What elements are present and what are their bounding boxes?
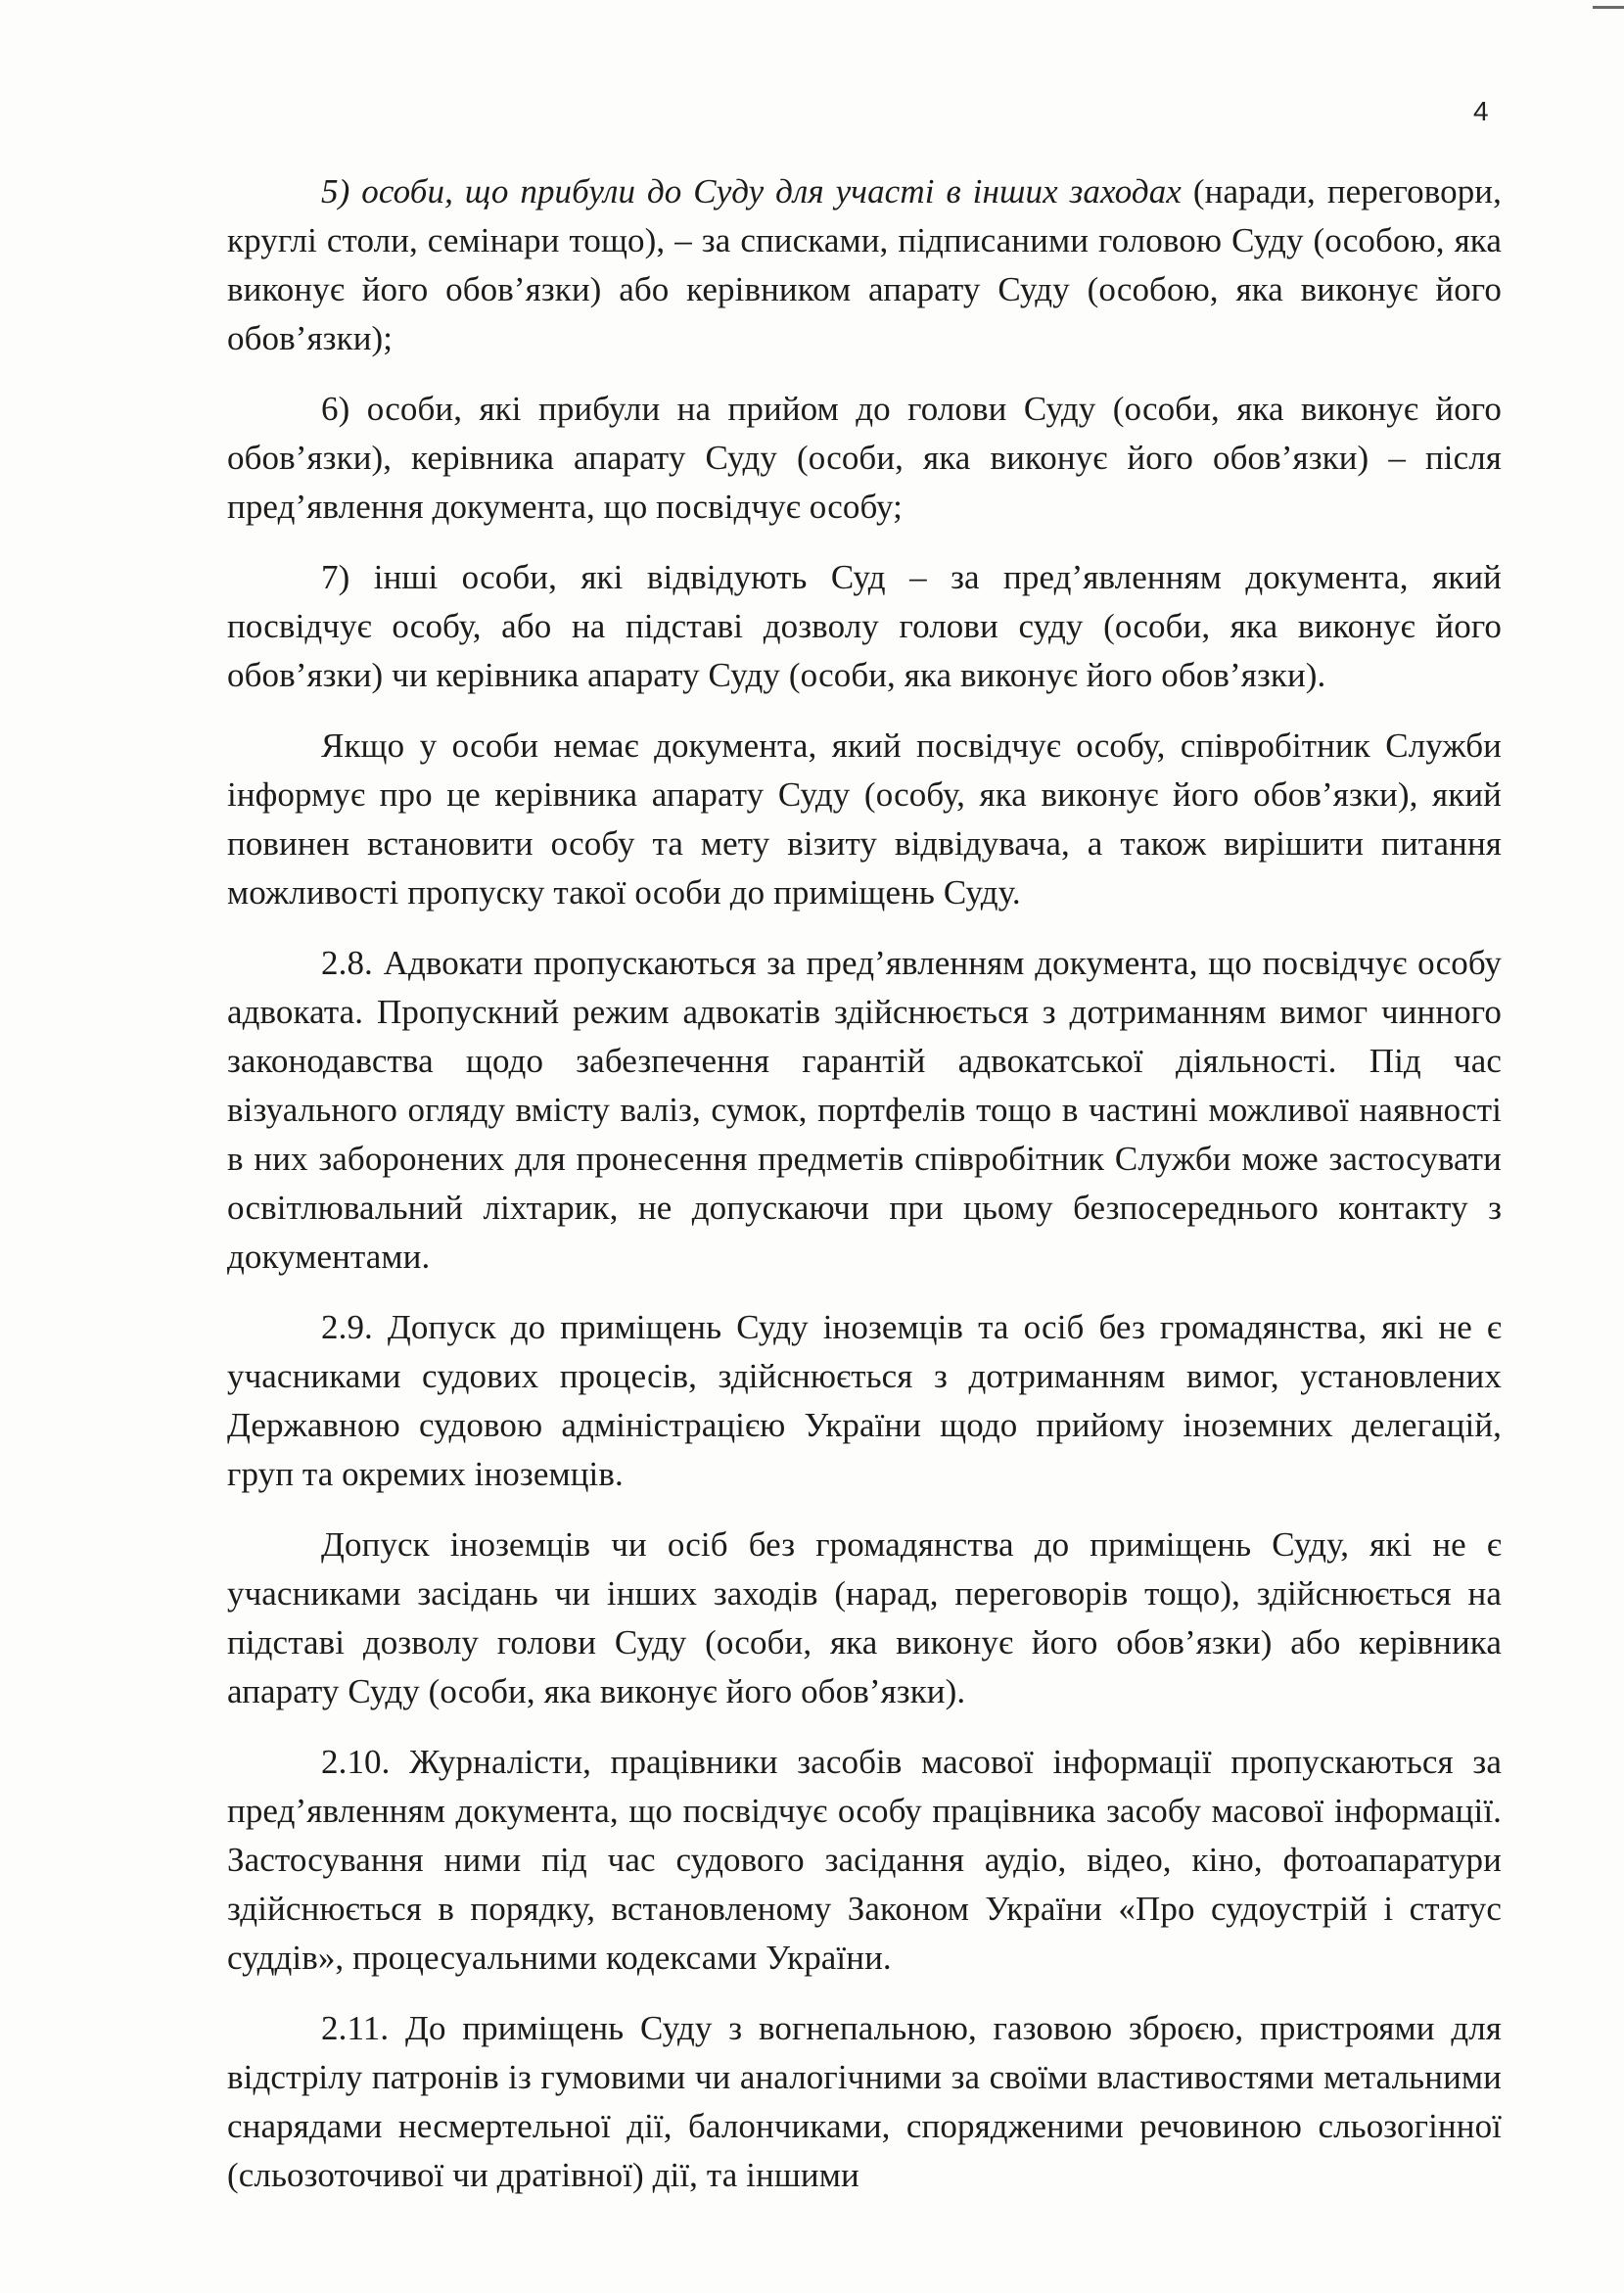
paragraph-item-7: 7) інші особи, які відвідують Суд – за пред’явленням документа, який посвідчує особу, або на підставі дозволу голови суду (особи, яка виконує його обов’язки) чи керівника апарату Суду (особи, яка виконує його обов’язки). bbox=[227, 558, 1502, 694]
paragraph-section-2-11: 2.11. До приміщень Суду з вогнепальною, газовою зброєю, пристроями для відстрілу патронів із гумовими чи аналогічними за своїми властивостями метальними снарядами несмертельної дії, балончиками, спорядженими речовиною сльозогінної (сльозоточивої чи дратівної) дії, та іншими bbox=[227, 2009, 1502, 2194]
document-body bbox=[227, 167, 1502, 2222]
paragraph-item-6: 6) особи, які прибули на прийом до голови Суду (особи, яка виконує його обов’язки), керівника апарату Суду (особи, яка виконує його обов’язки) – після пред’явлення документа, що посвідчує особу; bbox=[227, 390, 1502, 526]
scan-edge-mark bbox=[1593, 6, 1624, 9]
paragraph-section-2-10: 2.10. Журналісти, працівники засобів масової інформації пропускаються за пред’явленням документа, що посвідчує особу працівника засобу масової інформації. Застосування ними під час судового засідання аудіо, відео, кіно, фотоапаратури здійснюється в порядку, встановленому Законом України «Про судоустрій і статус суддів», процесуальними кодексами України. bbox=[227, 1743, 1502, 1977]
paragraph-text: (наради, переговори, круглі столи, семінари тощо), – за списками, підписаними головою Суду (особою, яка виконує його обов’язки) або керівником апарату Суду (особою, яка виконує його обов’язки); bbox=[227, 172, 1502, 357]
paragraph-item-5 bbox=[227, 167, 1502, 363]
paragraph-foreigners-admission: Допуск іноземців чи осіб без громадянства до приміщень Суду, які не є учасниками засідань чи інших заходів (нарад, переговорів тощо), здійснюється на підставі дозволу голови Суду (особи, яка виконує його обов’язки) або керівника апарату Суду (особи, яка виконує його обов’язки). bbox=[227, 1525, 1502, 1710]
paragraph-no-document: Якщо у особи немає документа, який посвідчує особу, співробітник Служби інформує про це керівника апарату Суду (особу, яка виконує його обов’язки), який повинен встановити особу та мету візиту відвідувача, а також вирішити питання можливості пропуску такої особи до приміщень Суду. bbox=[227, 726, 1502, 912]
paragraph-section-2-9: 2.9. Допуск до приміщень Суду іноземців та осіб без громадянства, які не є учасниками судових процесів, здійснюється з дотриманням вимог, установлених Державною судовою адміністрацією України щодо прийому іноземних делегацій, груп та окремих іноземців. bbox=[227, 1308, 1502, 1493]
paragraph-section-2-8: 2.8. Адвокати пропускаються за пред’явленням документа, що посвідчує особу адвоката. Пропускний режим адвокатів здійснюється з дотриманням вимог чинного законодавства щодо забезпечення гарантій адвокатської діяльності. Під час візуального огляду вмісту валіз, сумок, портфелів тощо в частині можливої наявності в них заборонених для пронесення предметів співробітник Служби може застосувати освітлювальний ліхтарик, не допускаючи при цьому безпосереднього контакту з документами. bbox=[227, 944, 1502, 1276]
page-number: 4 bbox=[1473, 96, 1489, 126]
italic-lead-text: 5) особи, що прибули до Суду для участі в інших заходах bbox=[321, 172, 1182, 211]
